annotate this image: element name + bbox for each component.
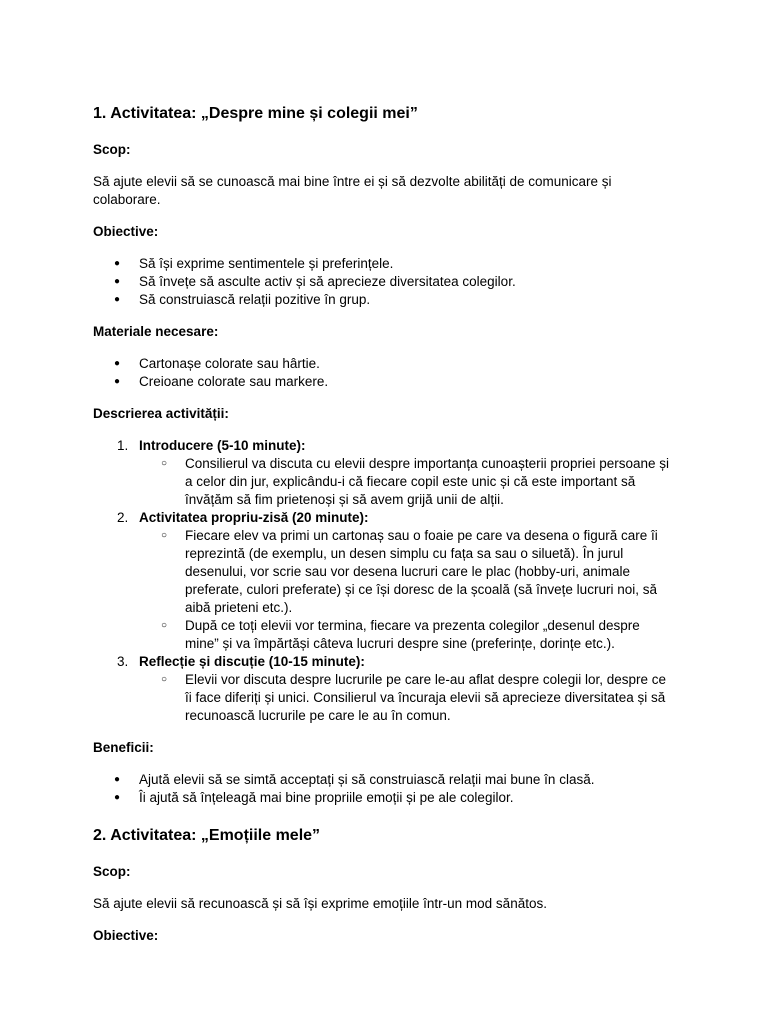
activity2-obiective-label: Obiective: — [93, 928, 159, 943]
activity2-scop-text: Să ajute elevii să recunoască și să își exprime emoțiile într-un mod sănătos. — [93, 896, 547, 911]
activity1-beneficii-label: Beneficii: — [93, 740, 154, 755]
activity2-scop-label: Scop: — [93, 864, 131, 879]
step-number: 3. — [117, 654, 129, 669]
step-title: Reflecție și discuție (10-15 minute): — [139, 654, 365, 669]
step-item — [93, 437, 676, 509]
sub-item: ○ Elevii vor discuta despre lucrurile pe care le-au aflat despre colegii lor, despre ce îi face diferiți și unici. Consilierul va încuraja elevii să aprecieze diversitatea și să recunoască lucrurile pe care le au în comun. — [93, 671, 676, 725]
step-sublist — [139, 671, 676, 725]
step-sublist — [139, 527, 676, 653]
activity2-title: 2. Activitatea: „Emoțiile mele” — [93, 827, 321, 844]
list-item: ● Să construiască relații pozitive în grup. — [93, 291, 676, 309]
activity1-obiective-list — [93, 255, 676, 309]
activity1-materiale-label: Materiale necesare: — [93, 324, 219, 339]
step-title: Introducere (5-10 minute): — [139, 438, 306, 453]
activity1-steps — [93, 437, 676, 725]
list-item: ● Să își exprime sentimentele și preferințele. — [93, 255, 676, 273]
step-item — [93, 653, 676, 725]
list-item: ● Creioane colorate sau markere. — [93, 373, 676, 391]
step-number: 1. — [117, 438, 129, 453]
activity1-title: 1. Activitatea: „Despre mine și colegii mei” — [93, 105, 418, 122]
activity1-obiective-label: Obiective: — [93, 224, 159, 239]
step-sublist — [139, 455, 676, 509]
activity1-materiale-list — [93, 355, 676, 391]
activity1-beneficii-list — [93, 771, 676, 807]
sub-item: ○ Fiecare elev va primi un cartonaș sau o foaie pe care va desena o figură care îi reprezintă (de exemplu, un desen simplu cu fața sa sau o siluetă). În jurul desenului, vor scrie sau vor desena lucruri care le plac (hobby-uri, animale preferate, culori preferate) și ce își doresc de la școală (să învețe lucruri noi, să aibă prieteni etc.). — [93, 527, 676, 617]
activity1-scop-label: Scop: — [93, 142, 131, 157]
activity1-scop-text: Să ajute elevii să se cunoască mai bine între ei și să dezvolte abilități de comunicare și colaborare. — [93, 174, 612, 207]
list-item: ● Ajută elevii să se simtă acceptați și să construiască relații mai bune în clasă. — [93, 771, 676, 789]
activity1-descriere-label: Descrierea activității: — [93, 406, 229, 421]
sub-item: ○ Consilierul va discuta cu elevii despre importanța cunoașterii propriei persoane și a celor din jur, explicându-i că fiecare copil este unic și că este important să învățăm să fim prietenoși și să avem grijă unii de alții. — [93, 455, 676, 509]
step-number: 2. — [117, 510, 129, 525]
list-item: ● Să învețe să asculte activ și să aprecieze diversitatea colegilor. — [93, 273, 676, 291]
step-title: Activitatea propriu-zisă (20 minute): — [139, 510, 369, 525]
list-item: ● Îi ajută să înțeleagă mai bine propriile emoții și pe ale colegilor. — [93, 789, 676, 807]
list-item: ● Cartonașe colorate sau hârtie. — [93, 355, 676, 373]
step-item — [93, 509, 676, 653]
sub-item: ○ După ce toți elevii vor termina, fiecare va prezenta colegilor „desenul despre mine” și va împărtăși câteva lucruri despre sine (preferințe, dorințe etc.). — [93, 617, 676, 653]
